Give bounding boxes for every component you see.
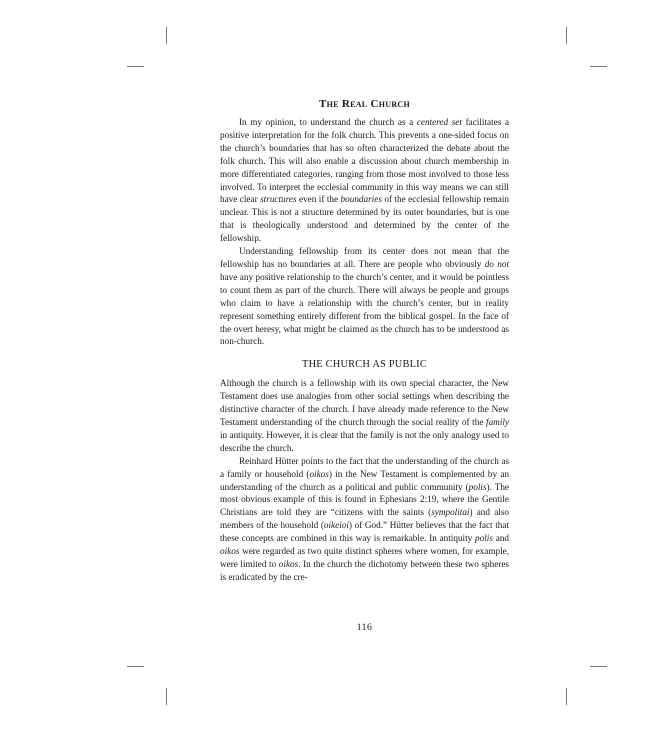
crop-mark-bottom-left xyxy=(166,688,167,705)
emphasis: structures xyxy=(260,194,297,205)
paragraph: Understanding fellowship from its center does not mean that the fellowship has no boundaries at all. There are people who obviously do not have any positive relationship to the church’s center, and it would be pointless to count them as part of the church. There will always be people and groups who claim to have a relationship with the church’s center, but in reality represent something entirely different from the biblical gospel. In the face of the overt heresy, what might be claimed as the church has to be understood as non-church. xyxy=(220,246,509,347)
running-head: The Real Church xyxy=(318,98,410,110)
emphasis: polis xyxy=(468,481,487,492)
crop-mark-left-bottom xyxy=(127,666,144,667)
paragraph: Although the church is a fellowship with its own special character, the New Testament does use analogies from other social settings when describing the distinctive character of the church. I have already made reference to the New Testament understanding of the church through the social reality of the family in antiquity. However, it is clear that the family is not the only analogy used to describe the church. xyxy=(220,378,509,453)
emphasis: do not xyxy=(484,258,509,269)
emphasis: sympolitai xyxy=(431,507,470,518)
emphasis: oikos xyxy=(278,559,299,569)
body-text xyxy=(220,116,509,584)
emphasis: oikos xyxy=(220,546,240,557)
paragraph: In my opinion, to understand the church as a centered set facilitates a positive interpretation for the folk church. This prevents a one-sided focus on the church’s boundaries that has so often characterized the debate about the folk church. This will also enable a discussion about church membership in more differentiated categories, ranging from those most involved to those less involved. To interpret the ecclesial community in this way means we can still have clear structures even if the boundaries of the ecclesial fellowship remain unclear. This is not a structure determined by its outer boundaries, but is one that is theologically understood and determined by the center of the fellowship. xyxy=(220,117,509,244)
section-heading: THE CHURCH AS PUBLIC xyxy=(302,359,427,371)
crop-mark-right-bottom xyxy=(590,666,607,667)
paragraph: Reinhard Hütter points to the fact that the understanding of the church as a family or household (oikos) in the New Testament is complemented by an understanding of the church as a political and public community (polis). The most obvious example of this is found in Ephesians 2:19, where the Gentile Christians are told they are “citizens with the saints (sympolitai) and also members of the household (oikeioi) of God.” Hütter believes that the fact that these concepts are combined in this way is remarkable. In antiquity polis and oikos were regarded as two quite distinct spheres where women, for example, were limited to oikos. In the church the dichotomy between these two spheres is eradicated by the cre- xyxy=(220,455,510,582)
emphasis: boundaries xyxy=(340,194,382,205)
emphasis: oikeioi xyxy=(323,520,349,531)
crop-mark-right-top xyxy=(590,66,607,67)
page-number: 116 xyxy=(356,622,373,633)
emphasis: centered set xyxy=(416,117,462,127)
crop-mark-top-right xyxy=(566,27,567,44)
crop-mark-left-top xyxy=(127,66,144,67)
emphasis: polis xyxy=(475,533,493,544)
emphasis: oikos xyxy=(309,468,329,479)
crop-mark-bottom-right xyxy=(566,688,567,705)
crop-mark-top-left xyxy=(166,27,167,44)
emphasis: family xyxy=(486,417,509,428)
